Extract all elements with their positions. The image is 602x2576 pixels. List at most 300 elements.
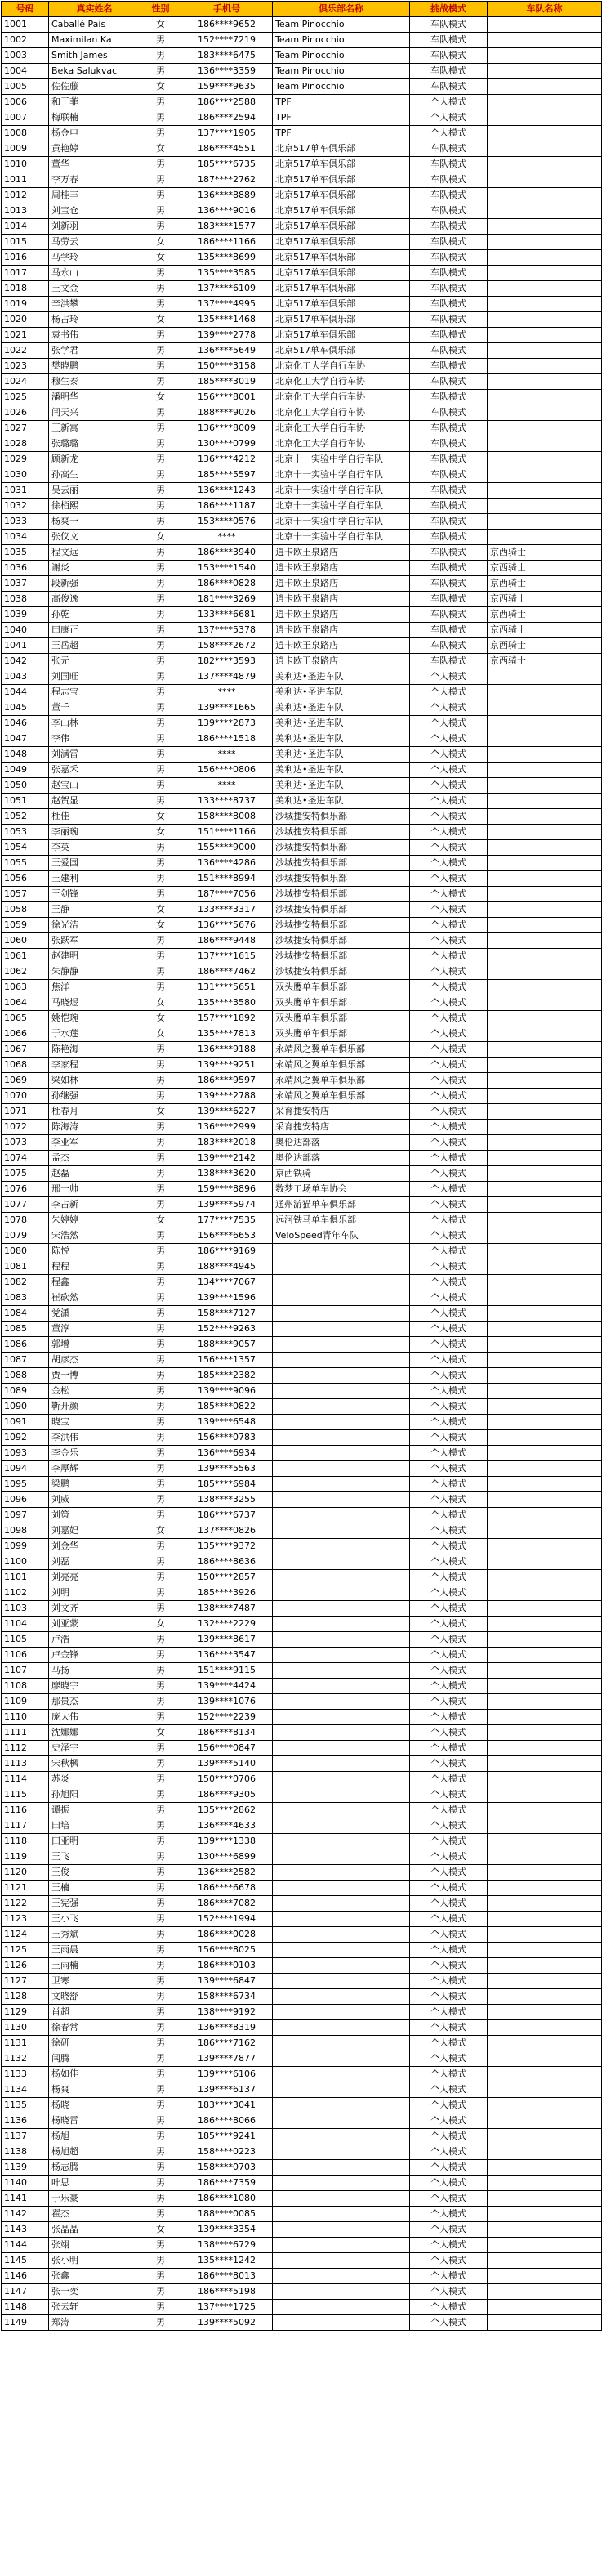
cell-number: 1055 [2, 856, 49, 871]
cell-challenge-mode: 个人模式 [410, 1974, 488, 1989]
cell-gender: 男 [140, 1492, 181, 1508]
table-row [2, 638, 602, 654]
cell-team [488, 2176, 602, 2191]
cell-team [488, 2036, 602, 2051]
table-row [2, 235, 602, 250]
cell-real-name: 杨占玲 [49, 312, 140, 328]
cell-phone: 130****0799 [181, 436, 273, 452]
table-row [2, 110, 602, 126]
cell-club [273, 1259, 410, 1275]
cell-real-name: 郑涛 [49, 2315, 140, 2331]
cell-number: 1060 [2, 933, 49, 949]
cell-phone: 150****3158 [181, 359, 273, 374]
cell-number: 1111 [2, 1725, 49, 1741]
cell-club [273, 1275, 410, 1290]
cell-gender: 女 [140, 530, 181, 545]
cell-club [273, 2020, 410, 2036]
cell-phone: 152****7219 [181, 33, 273, 48]
cell-gender: 男 [140, 2300, 181, 2315]
cell-phone: 139****3354 [181, 2222, 273, 2238]
cell-team [488, 1353, 602, 1368]
cell-number: 1141 [2, 2191, 49, 2207]
cell-real-name: 李万春 [49, 172, 140, 188]
cell-gender: 女 [140, 1725, 181, 1741]
cell-challenge-mode: 个人模式 [410, 1446, 488, 1461]
table-row [2, 2207, 602, 2222]
table-row [2, 856, 602, 871]
cell-challenge-mode: 个人模式 [410, 2144, 488, 2160]
cell-real-name: 晓宝 [49, 1415, 140, 1430]
cell-gender: 男 [140, 1710, 181, 1725]
cell-gender: 男 [140, 1073, 181, 1089]
cell-challenge-mode: 个人模式 [410, 1617, 488, 1632]
cell-club [273, 1772, 410, 1787]
header-gender: 性别 [140, 2, 181, 17]
cell-number: 1114 [2, 1772, 49, 1787]
cell-number: 1037 [2, 576, 49, 592]
cell-gender: 男 [140, 1849, 181, 1865]
cell-gender: 男 [140, 2067, 181, 2082]
cell-real-name: 张璐璐 [49, 436, 140, 452]
table-row [2, 1492, 602, 1508]
header-phone: 手机号 [181, 2, 273, 17]
cell-club [273, 1927, 410, 1943]
cell-real-name: 焦洋 [49, 980, 140, 995]
cell-phone: 137****1615 [181, 949, 273, 964]
cell-club: 逍卡欧王泉路店 [273, 607, 410, 623]
cell-phone: 136****4633 [181, 1818, 273, 1834]
cell-gender: 男 [140, 592, 181, 607]
cell-number: 1122 [2, 1896, 49, 1912]
cell-club [273, 2067, 410, 2082]
cell-club [273, 1306, 410, 1322]
cell-team [488, 1818, 602, 1834]
cell-number: 1049 [2, 763, 49, 778]
cell-club: 奥伦达部落 [273, 1151, 410, 1166]
cell-real-name: 王俊 [49, 1865, 140, 1881]
cell-phone: 139****1338 [181, 1834, 273, 1849]
cell-real-name: 杨如佳 [49, 2067, 140, 2082]
table-row [2, 716, 602, 731]
cell-team [488, 933, 602, 949]
cell-real-name: 孙继强 [49, 1089, 140, 1104]
cell-phone: 186****2588 [181, 95, 273, 110]
cell-phone: 151****9115 [181, 1663, 273, 1679]
cell-gender: 男 [140, 188, 181, 203]
cell-real-name: 顾新龙 [49, 452, 140, 467]
cell-number: 1022 [2, 343, 49, 359]
header-challenge-mode: 挑战模式 [410, 2, 488, 17]
header-team: 车队名称 [488, 2, 602, 17]
table-row [2, 2238, 602, 2253]
cell-club: VeloSpeed青年车队 [273, 1228, 410, 1244]
cell-club [273, 1290, 410, 1306]
table-row [2, 1415, 602, 1430]
cell-phone: 153****0576 [181, 514, 273, 530]
cell-phone: 136****8889 [181, 188, 273, 203]
table-row [2, 949, 602, 964]
cell-real-name: 陈艳海 [49, 1042, 140, 1058]
cell-real-name: 程文远 [49, 545, 140, 561]
cell-gender: 男 [140, 561, 181, 576]
cell-gender: 男 [140, 607, 181, 623]
cell-number: 1135 [2, 2098, 49, 2113]
cell-number: 1027 [2, 421, 49, 436]
cell-number: 1015 [2, 235, 49, 250]
cell-phone: 186****9652 [181, 17, 273, 33]
cell-challenge-mode: 个人模式 [410, 918, 488, 933]
cell-number: 1056 [2, 871, 49, 887]
cell-challenge-mode: 个人模式 [410, 1648, 488, 1663]
cell-gender: 男 [140, 2284, 181, 2300]
cell-phone: 185****9241 [181, 2129, 273, 2144]
cell-club [273, 1523, 410, 1539]
cell-phone: 131****5651 [181, 980, 273, 995]
cell-real-name: 刘明 [49, 1585, 140, 1601]
cell-phone: 133****6681 [181, 607, 273, 623]
cell-team [488, 17, 602, 33]
cell-club: 美利达•圣进车队 [273, 700, 410, 716]
cell-phone: 137****1725 [181, 2300, 273, 2315]
cell-challenge-mode: 个人模式 [410, 980, 488, 995]
cell-real-name: 翟杰 [49, 2207, 140, 2222]
cell-real-name: 李占新 [49, 1197, 140, 1213]
table-row [2, 467, 602, 483]
cell-team [488, 2269, 602, 2284]
cell-team [488, 48, 602, 64]
cell-club: 逍卡欧王泉路店 [273, 576, 410, 592]
cell-phone: 182****3593 [181, 654, 273, 669]
table-row [2, 1058, 602, 1073]
table-row [2, 1803, 602, 1818]
cell-challenge-mode: 车队模式 [410, 530, 488, 545]
cell-challenge-mode: 个人模式 [410, 2129, 488, 2144]
cell-challenge-mode: 个人模式 [410, 1756, 488, 1772]
cell-gender: 男 [140, 576, 181, 592]
cell-gender: 男 [140, 685, 181, 700]
cell-challenge-mode: 个人模式 [410, 2222, 488, 2238]
cell-phone: 139****6106 [181, 2067, 273, 2082]
cell-number: 1045 [2, 700, 49, 716]
cell-gender: 女 [140, 141, 181, 157]
cell-club [273, 2113, 410, 2129]
cell-gender: 男 [140, 1632, 181, 1648]
cell-challenge-mode: 车队模式 [410, 452, 488, 467]
cell-club: 沙城捷安特俱乐部 [273, 887, 410, 902]
cell-number: 1021 [2, 328, 49, 343]
cell-gender: 男 [140, 1772, 181, 1787]
cell-club [273, 2036, 410, 2051]
table-row [2, 623, 602, 638]
cell-gender: 女 [140, 79, 181, 95]
cell-phone: 181****3269 [181, 592, 273, 607]
cell-number: 1012 [2, 188, 49, 203]
header-number: 号码 [2, 2, 49, 17]
table-row [2, 2160, 602, 2176]
cell-gender: 男 [140, 1446, 181, 1461]
cell-challenge-mode: 个人模式 [410, 2238, 488, 2253]
cell-team [488, 328, 602, 343]
cell-phone: 138****7487 [181, 1601, 273, 1617]
cell-challenge-mode: 个人模式 [410, 2160, 488, 2176]
cell-challenge-mode: 车队模式 [410, 545, 488, 561]
cell-club: Team Pinocchio [273, 79, 410, 95]
cell-real-name: 卢浩 [49, 1632, 140, 1648]
cell-real-name: 李亚军 [49, 1135, 140, 1151]
cell-gender: 男 [140, 1679, 181, 1694]
cell-team [488, 1461, 602, 1477]
cell-phone: 152****9263 [181, 1322, 273, 1337]
cell-club [273, 1368, 410, 1384]
cell-real-name: Beka Salukvac [49, 64, 140, 79]
cell-real-name: 李山林 [49, 716, 140, 731]
cell-phone: 187****2762 [181, 172, 273, 188]
table-row [2, 561, 602, 576]
cell-team [488, 763, 602, 778]
cell-number: 1002 [2, 33, 49, 48]
cell-number: 1072 [2, 1120, 49, 1135]
table-row [2, 79, 602, 95]
cell-team [488, 918, 602, 933]
cell-challenge-mode: 个人模式 [410, 1881, 488, 1896]
cell-gender: 男 [140, 1151, 181, 1166]
cell-phone: 186****4551 [181, 141, 273, 157]
cell-phone: 183****2018 [181, 1135, 273, 1151]
cell-challenge-mode: 车队模式 [410, 654, 488, 669]
cell-number: 1052 [2, 809, 49, 825]
cell-gender: 男 [140, 887, 181, 902]
cell-team [488, 1539, 602, 1554]
cell-club: 数梦工场单车协会 [273, 1182, 410, 1197]
table-row [2, 778, 602, 794]
cell-team [488, 1290, 602, 1306]
cell-challenge-mode: 个人模式 [410, 1694, 488, 1710]
cell-club: 永靖风之翼单车俱乐部 [273, 1089, 410, 1104]
cell-challenge-mode: 车队模式 [410, 281, 488, 297]
cell-gender: 男 [140, 1120, 181, 1135]
table-row [2, 1787, 602, 1803]
cell-phone: 136****5676 [181, 918, 273, 933]
cell-real-name: Caballé País [49, 17, 140, 33]
cell-challenge-mode: 个人模式 [410, 1259, 488, 1275]
cell-phone: 139****1076 [181, 1694, 273, 1710]
cell-number: 1115 [2, 1787, 49, 1803]
cell-gender: 男 [140, 110, 181, 126]
cell-real-name: 杜佳 [49, 809, 140, 825]
table-row [2, 1213, 602, 1228]
table-row [2, 1430, 602, 1446]
cell-real-name: 王飞 [49, 1849, 140, 1865]
cell-challenge-mode: 车队模式 [410, 607, 488, 623]
cell-club: 通州游猫单车俱乐部 [273, 1197, 410, 1213]
cell-phone: 135****1468 [181, 312, 273, 328]
cell-real-name: 张嘉禾 [49, 763, 140, 778]
cell-number: 1098 [2, 1523, 49, 1539]
cell-team [488, 1679, 602, 1694]
cell-club: 沙城捷安特俱乐部 [273, 902, 410, 918]
cell-gender: 男 [140, 514, 181, 530]
cell-team [488, 1710, 602, 1725]
cell-phone: 188****4945 [181, 1259, 273, 1275]
table-row [2, 1632, 602, 1648]
table-row [2, 918, 602, 933]
cell-real-name: 马劳云 [49, 235, 140, 250]
cell-gender: 男 [140, 2020, 181, 2036]
cell-gender: 女 [140, 235, 181, 250]
cell-number: 1095 [2, 1477, 49, 1492]
cell-real-name: 姚恺琬 [49, 1011, 140, 1026]
cell-challenge-mode: 个人模式 [410, 2113, 488, 2129]
table-row [2, 933, 602, 949]
table-row [2, 157, 602, 172]
cell-challenge-mode: 个人模式 [410, 1679, 488, 1694]
cell-number: 1007 [2, 110, 49, 126]
cell-team [488, 499, 602, 514]
cell-real-name: 徐春常 [49, 2020, 140, 2036]
cell-gender: 男 [140, 964, 181, 980]
cell-phone: 177****7535 [181, 1213, 273, 1228]
cell-gender: 男 [140, 1570, 181, 1585]
cell-team [488, 157, 602, 172]
cell-team [488, 2113, 602, 2129]
cell-challenge-mode: 车队模式 [410, 33, 488, 48]
cell-gender: 男 [140, 1648, 181, 1663]
cell-real-name: 宋秋枫 [49, 1756, 140, 1772]
cell-challenge-mode: 个人模式 [410, 1166, 488, 1182]
cell-club: 沙城捷安特俱乐部 [273, 871, 410, 887]
table-row [2, 1741, 602, 1756]
cell-real-name: 董千 [49, 700, 140, 716]
cell-team [488, 1617, 602, 1632]
cell-challenge-mode: 个人模式 [410, 1601, 488, 1617]
cell-real-name: 闫腾 [49, 2051, 140, 2067]
cell-number: 1069 [2, 1073, 49, 1089]
table-row [2, 203, 602, 219]
cell-real-name: 高俊逸 [49, 592, 140, 607]
cell-club [273, 1337, 410, 1353]
table-row [2, 1104, 602, 1120]
participant-table [1, 1, 602, 2331]
cell-challenge-mode: 车队模式 [410, 17, 488, 33]
cell-challenge-mode: 个人模式 [410, 840, 488, 856]
cell-real-name: 王文金 [49, 281, 140, 297]
cell-challenge-mode: 车队模式 [410, 328, 488, 343]
cell-club [273, 1756, 410, 1772]
cell-challenge-mode: 个人模式 [410, 1585, 488, 1601]
cell-phone: 186****9448 [181, 933, 273, 949]
cell-club: 北京十一实验中学自行车队 [273, 452, 410, 467]
cell-phone: 156****6653 [181, 1228, 273, 1244]
table-row [2, 1228, 602, 1244]
cell-number: 1108 [2, 1679, 49, 1694]
table-row [2, 405, 602, 421]
cell-club: 沙城捷安特俱乐部 [273, 840, 410, 856]
cell-number: 1016 [2, 250, 49, 266]
table-row [2, 2005, 602, 2020]
cell-number: 1057 [2, 887, 49, 902]
table-row [2, 1275, 602, 1290]
cell-gender: 女 [140, 902, 181, 918]
table-row [2, 250, 602, 266]
cell-phone: 186****6737 [181, 1508, 273, 1523]
cell-number: 1010 [2, 157, 49, 172]
cell-number: 1097 [2, 1508, 49, 1523]
table-row [2, 592, 602, 607]
cell-phone: 186****5198 [181, 2284, 273, 2300]
cell-gender: 男 [140, 1912, 181, 1927]
cell-gender: 男 [140, 1089, 181, 1104]
cell-team [488, 2160, 602, 2176]
cell-team [488, 871, 602, 887]
cell-challenge-mode: 车队模式 [410, 172, 488, 188]
cell-gender: 男 [140, 405, 181, 421]
cell-real-name: 邢一帅 [49, 1182, 140, 1197]
cell-real-name: 沈娜娜 [49, 1725, 140, 1741]
cell-challenge-mode: 个人模式 [410, 1151, 488, 1166]
cell-number: 1076 [2, 1182, 49, 1197]
cell-club [273, 1896, 410, 1912]
cell-number: 1065 [2, 1011, 49, 1026]
cell-phone: 136****2582 [181, 1865, 273, 1881]
cell-club [273, 1818, 410, 1834]
cell-number: 1147 [2, 2284, 49, 2300]
cell-team [488, 1368, 602, 1384]
cell-challenge-mode: 个人模式 [410, 1632, 488, 1648]
cell-challenge-mode: 车队模式 [410, 467, 488, 483]
cell-team [488, 1492, 602, 1508]
cell-number: 1030 [2, 467, 49, 483]
table-row [2, 141, 602, 157]
cell-real-name: 刘亚蒙 [49, 1617, 140, 1632]
cell-team: 京西骑士 [488, 592, 602, 607]
cell-team [488, 1554, 602, 1570]
cell-real-name: 马扬 [49, 1663, 140, 1679]
cell-challenge-mode: 个人模式 [410, 902, 488, 918]
cell-club: 北京化工大学自行车协 [273, 405, 410, 421]
cell-real-name: 宋浩然 [49, 1228, 140, 1244]
cell-team [488, 1477, 602, 1492]
cell-challenge-mode: 个人模式 [410, 2207, 488, 2222]
cell-club [273, 1710, 410, 1725]
cell-real-name: 刘嘉妃 [49, 1523, 140, 1539]
cell-club [273, 1477, 410, 1492]
cell-real-name: 黄艳婷 [49, 141, 140, 157]
cell-number: 1013 [2, 203, 49, 219]
cell-gender: 男 [140, 33, 181, 48]
cell-club: 永靖风之翼单车俱乐部 [273, 1073, 410, 1089]
table-row [2, 499, 602, 514]
cell-number: 1041 [2, 638, 49, 654]
cell-challenge-mode: 个人模式 [410, 126, 488, 141]
table-row [2, 747, 602, 763]
cell-phone: 186****8134 [181, 1725, 273, 1741]
cell-club [273, 1508, 410, 1523]
cell-challenge-mode: 车队模式 [410, 592, 488, 607]
cell-challenge-mode: 个人模式 [410, 1026, 488, 1042]
cell-challenge-mode: 个人模式 [410, 1492, 488, 1508]
cell-challenge-mode: 个人模式 [410, 1011, 488, 1026]
cell-club [273, 1679, 410, 1694]
cell-real-name: 杜春月 [49, 1104, 140, 1120]
cell-gender: 男 [140, 1228, 181, 1244]
cell-club [273, 1446, 410, 1461]
cell-real-name: 文晓舒 [49, 1989, 140, 2005]
table-row [2, 1353, 602, 1368]
cell-club: 美利达•圣进车队 [273, 778, 410, 794]
cell-gender: 男 [140, 1803, 181, 1818]
cell-real-name: 孟杰 [49, 1151, 140, 1166]
table-row [2, 374, 602, 390]
